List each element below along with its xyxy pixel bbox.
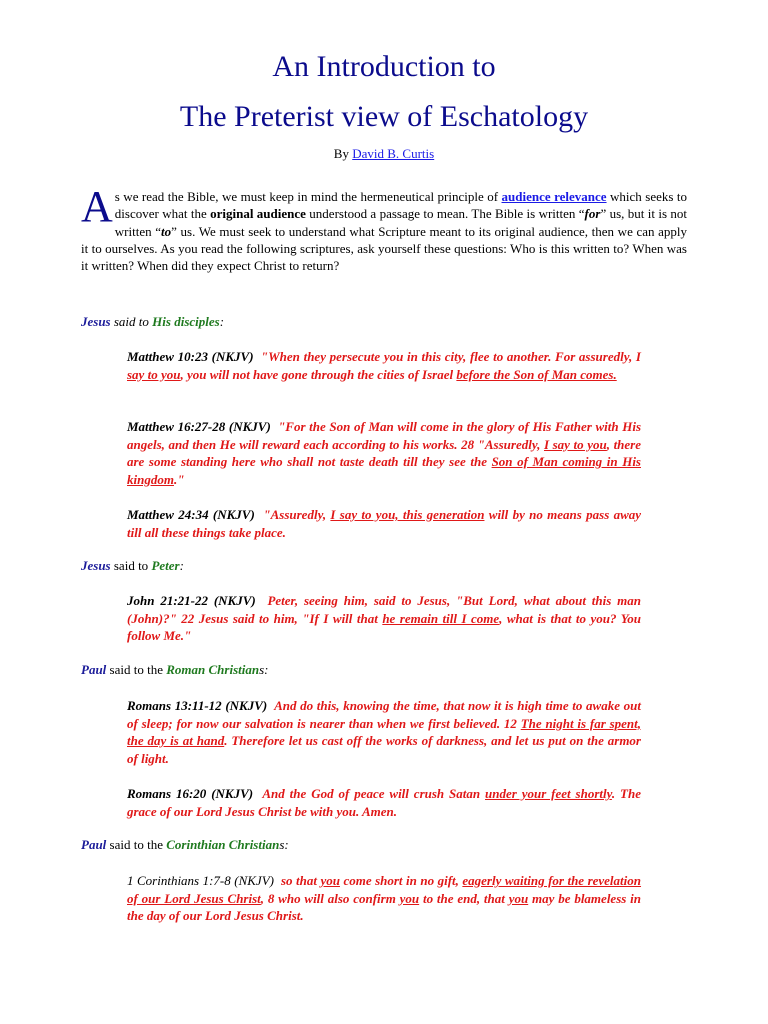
- audience-relevance-link[interactable]: audience relevance: [501, 189, 607, 204]
- verse-1-corinthians-1-7: [127, 872, 641, 925]
- verse-reference: Matthew 16:27-28 (NKJV): [127, 419, 271, 434]
- verse-romans-13-11: [127, 697, 641, 767]
- verse-text-part: "Assuredly,: [263, 507, 331, 522]
- verse-text-part: , you will not have gone through the cities of Israel: [180, 366, 457, 382]
- said-to-text: said to: [110, 558, 152, 573]
- verse-underlined: he remain till I come: [382, 610, 500, 626]
- intro-text-5: ” us. We must seek to understand what Scripture meant to its original audience, then we can apply it to ourselves. As you read the following scriptures, ask yourself these questions: Who is this written to? When was it written? When did they expect Christ to return?: [81, 223, 688, 274]
- section-heading-disciples: [81, 314, 224, 330]
- byline-by: By: [333, 146, 349, 161]
- said-to-text: said to: [110, 314, 153, 329]
- verse-matthew-10-23: [127, 348, 641, 383]
- verse-text-part: . The grace of our Lord Jesus Christ be with you. Amen.: [127, 786, 641, 819]
- verse-text-part: so that: [280, 873, 321, 888]
- verse-reference: Matthew 24:34 (NKJV): [127, 507, 255, 522]
- heading-colon: :: [179, 558, 184, 573]
- intro-text-3: understood a passage to mean. The Bible is written “: [305, 206, 585, 222]
- verse-underlined: under your feet shortly: [485, 786, 612, 801]
- verse-reference: Matthew 10:23 (NKJV): [127, 349, 254, 364]
- title-line-2: The Preterist view of Eschatology: [179, 100, 589, 133]
- intro-paragraph: [81, 182, 688, 274]
- original-audience-text: original audience: [210, 206, 306, 222]
- verse-text-part: , there are some standing here who shall not taste death till they see the: [127, 436, 642, 470]
- audience-name: Peter: [151, 558, 180, 573]
- author-link[interactable]: David B. Curtis: [352, 146, 435, 161]
- verse-underlined: you: [508, 890, 529, 906]
- verse-underlined: Son of Man coming in His kingdom: [127, 454, 641, 487]
- said-to-text: said to the: [106, 662, 167, 677]
- verse-reference: Romans 16:20 (NKJV): [127, 786, 254, 801]
- audience-name: His disciples: [152, 314, 220, 329]
- speaker-name: Jesus: [81, 558, 111, 573]
- verse-text-part: "For the Son of Man will come in the glory of His Father with His angels, and then He will reward each according to his works. 28 "Assuredly,: [127, 419, 642, 452]
- verse-underlined: The night is far spent, the day is at hand: [127, 715, 641, 749]
- verse-underlined: before the Son of Man comes.: [456, 366, 617, 382]
- heading-colon: :: [219, 314, 225, 329]
- verse-text-part: "When they persecute you in this city, flee to another. For assuredly, I: [260, 349, 641, 364]
- verse-text-part: may be blameless in the day of our Lord Jesus Christ.: [127, 890, 641, 924]
- verse-john-21-21: [127, 592, 641, 645]
- intro-text-2: which seeks to discover what the: [114, 189, 687, 222]
- heading-tail: s:: [279, 837, 289, 852]
- section-heading-roman: [81, 662, 268, 678]
- to-emphasis: to: [161, 223, 172, 239]
- drop-cap: A: [81, 182, 113, 231]
- verse-text-part: , 8 who will also confirm: [260, 890, 400, 906]
- heading-tail: s:: [259, 662, 269, 677]
- verse-underlined: I say to you, this generation: [330, 507, 485, 522]
- speaker-name: Paul: [81, 662, 107, 677]
- verse-reference: John 21:21-22 (NKJV): [127, 593, 256, 608]
- verse-text-part: .": [173, 471, 185, 487]
- title-line-1: An Introduction to: [272, 50, 496, 83]
- audience-name: Corinthian Christian: [166, 837, 280, 852]
- verse-text-part: , what is that to you? You follow Me.": [127, 610, 641, 644]
- verse-text-part: come short in no gift,: [339, 873, 463, 888]
- verse-underlined: I say to you: [543, 436, 607, 452]
- verse-reference: Romans 13:11-12 (NKJV): [127, 698, 268, 713]
- verse-text-part: will by no means pass away till all these things take place.: [127, 507, 642, 540]
- intro-text-4: ” us, but it is not written “: [114, 206, 687, 239]
- verse-matthew-24-34: [127, 506, 641, 541]
- verse-text-part: Peter, seeing him, said to Jesus, "But Lord, what about this man (John)?" 22 Jesus said to him, "If I will that: [127, 593, 642, 626]
- verse-text-part: to the end, that: [419, 890, 509, 906]
- byline: [0, 146, 768, 162]
- intro-text-1: s we read the Bible, we must keep in mind the hermeneutical principle of: [114, 189, 502, 204]
- verse-text-part: And do this, knowing the time, that now it is high time to awake out of sleep; for now our salvation is nearer than when we first believed. 12: [127, 698, 641, 731]
- said-to-text: said to the: [106, 837, 167, 852]
- for-emphasis: for: [584, 206, 601, 222]
- audience-name: Roman Christian: [166, 662, 260, 677]
- speaker-name: Jesus: [81, 314, 111, 329]
- verse-underlined: say to you: [127, 366, 181, 382]
- verse-reference: 1 Corinthians 1:7-8 (NKJV): [127, 873, 274, 888]
- verse-underlined: you: [320, 873, 340, 888]
- verse-romans-16-20: [127, 785, 641, 820]
- verse-underlined: you: [399, 890, 420, 906]
- speaker-name: Paul: [81, 837, 107, 852]
- verse-underlined: eagerly waiting for the revelation of our Lord Jesus Christ: [127, 873, 642, 906]
- section-heading-peter: [81, 558, 184, 574]
- verse-text-part: And the God of peace will crush Satan: [262, 786, 486, 801]
- verse-matthew-16-27: [127, 418, 641, 488]
- section-heading-corinthian: [81, 837, 289, 853]
- verse-text-part: . Therefore let us cast off the works of darkness, and let us put on the armor of light.: [127, 733, 641, 766]
